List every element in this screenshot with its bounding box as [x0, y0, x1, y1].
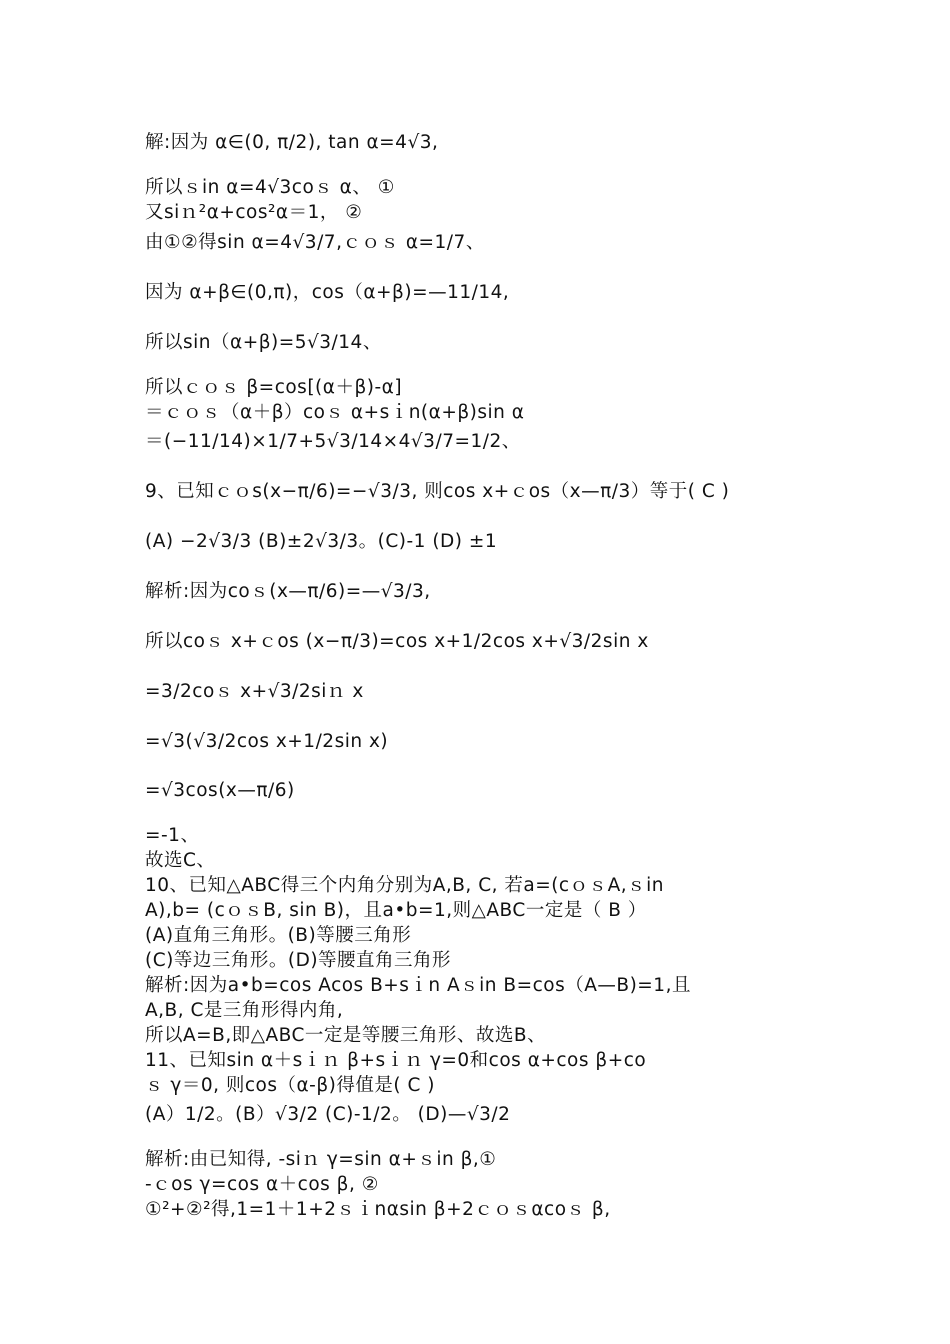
- text-line: 解析:由已知得, -siｎ γ=sin α+ｓin β,①: [145, 1149, 497, 1170]
- text-line: A,B, C是三角形得内角,: [145, 1000, 344, 1021]
- text-line: =3/2coｓ x+√3/2siｎ x: [145, 681, 364, 702]
- text-line: 故选C、: [145, 850, 216, 871]
- text-line: 11、已知sin α＋sｉｎ β+sｉｎ γ=0和cos α+cos β+co: [145, 1050, 647, 1071]
- text-line: 又siｎ²α+cos²α＝1， ②: [145, 202, 363, 223]
- text-line: ｓ γ＝0, 则cos（α-β)得值是( C ): [145, 1075, 435, 1096]
- text-line: 解析:因为coｓ(x—π/6)=—√3/3,: [145, 581, 431, 602]
- text-line: (A）1/2。(B）√3/2 (C)-1/2。 (D)—√3/2: [145, 1104, 511, 1125]
- text-line: (A)直角三角形。(B)等腰三角形: [145, 925, 412, 946]
- text-line: 所以A=B,即△ABC一定是等腰三角形、故选B、: [145, 1025, 547, 1046]
- text-line: 所以ｃｏｓ β=cos[(α＋β)-α]: [145, 377, 403, 398]
- text-line: A),b= (cｏｓB, sin B)，且a•b=1,则△ABC一定是（ B ）: [145, 900, 647, 921]
- text-line: 所以sin（α+β)=5√3/14、: [145, 332, 382, 353]
- text-line: (C)等边三角形。(D)等腰直角三角形: [145, 950, 452, 971]
- text-line: 解析:因为a•b=cos Acos B+sｉn Aｓin B=cos（A—B)=1,且: [145, 975, 691, 996]
- text-line: ＝(−11/14)×1/7+5√3/14×4√3/7=1/2、: [145, 431, 521, 452]
- text-line: 因为 α+β∈(0,π)，cos（α+β)=—11/14,: [145, 282, 510, 303]
- text-line: ①²+②²得,1=1＋1+2ｓｉnαsin β+2ｃｏｓαcoｓ β,: [145, 1199, 611, 1220]
- text-line: 9、已知ｃｏs(x−π/6)=−√3/3, 则cos x+ｃos（x—π/3）等于( C ): [145, 481, 730, 502]
- text-line: =√3(√3/2cos x+1/2sin x): [145, 731, 389, 752]
- text-line: 解:因为 α∈(0, π/2), tan α=4√3,: [145, 132, 439, 153]
- text-line: ＝ｃｏｓ（α＋β）coｓ α+sｉn(α+β)sin α: [145, 402, 525, 423]
- text-line: 10、已知△ABC得三个内角分别为A,B, C, 若a=(cｏｓA,ｓin: [145, 875, 665, 896]
- text-line: 所以ｓin α=4√3coｓ α、 ①: [145, 177, 395, 198]
- text-line: =-1、: [145, 825, 200, 846]
- text-line: 所以coｓ x+ｃos (x−π/3)=cos x+1/2cos x+√3/2sin x: [145, 631, 649, 652]
- text-line: =√3cos(x—π/6): [145, 780, 295, 801]
- text-line: (A) −2√3/3 (B)±2√3/3。(C)-1 (D) ±1: [145, 531, 498, 552]
- text-line: 由①②得sin α=4√3/7,ｃｏｓ α=1/7、: [145, 232, 485, 253]
- text-line: -ｃos γ=cos α＋cos β, ②: [145, 1174, 379, 1195]
